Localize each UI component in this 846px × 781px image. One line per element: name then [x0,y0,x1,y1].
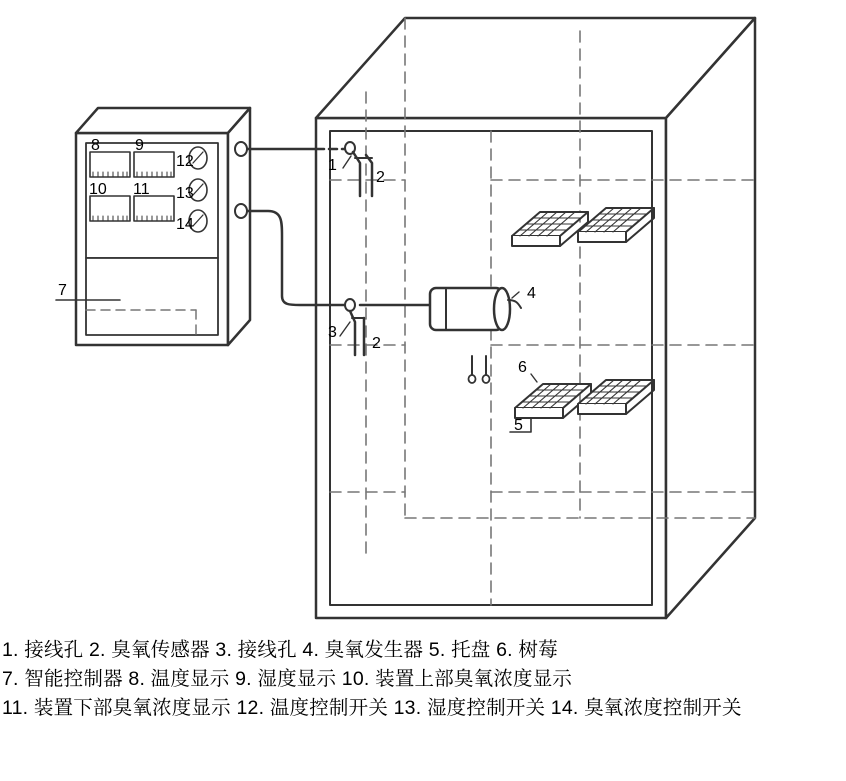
callout-6: 6 [518,359,527,376]
legend-line-1: 1. 接线孔 2. 臭氧传感器 3. 接线孔 4. 臭氧发生器 5. 托盘 6. 树莓 [2,639,558,661]
callout-3: 3 [328,324,337,341]
legend-line-2: 7. 智能控制器 8. 温度显示 9. 湿度显示 10. 装置上部臭氧浓度显示 [2,668,573,690]
callout-1: 1 [328,157,337,174]
callout-9: 9 [135,137,144,154]
chamber-outer-box [316,18,755,618]
callout-4: 4 [527,285,536,302]
callout-11: 11 [133,181,150,198]
figure-legend [0,636,846,723]
callout-2-upper: 2 [376,169,385,186]
smart-controller-box [56,108,250,345]
callout-5: 5 [514,417,523,434]
callout-13: 13 [176,185,194,202]
callout-8: 8 [91,137,100,154]
callout-14: 14 [176,216,194,233]
callout-2-lower: 2 [372,335,381,352]
callout-10: 10 [89,181,107,198]
callout-7: 7 [58,282,67,299]
legend-line-3: 11. 装置下部臭氧浓度显示 12. 温度控制开关 13. 湿度控制开关 14. 臭氧浓度控制开关 [2,697,742,719]
callout-12: 12 [176,153,194,170]
